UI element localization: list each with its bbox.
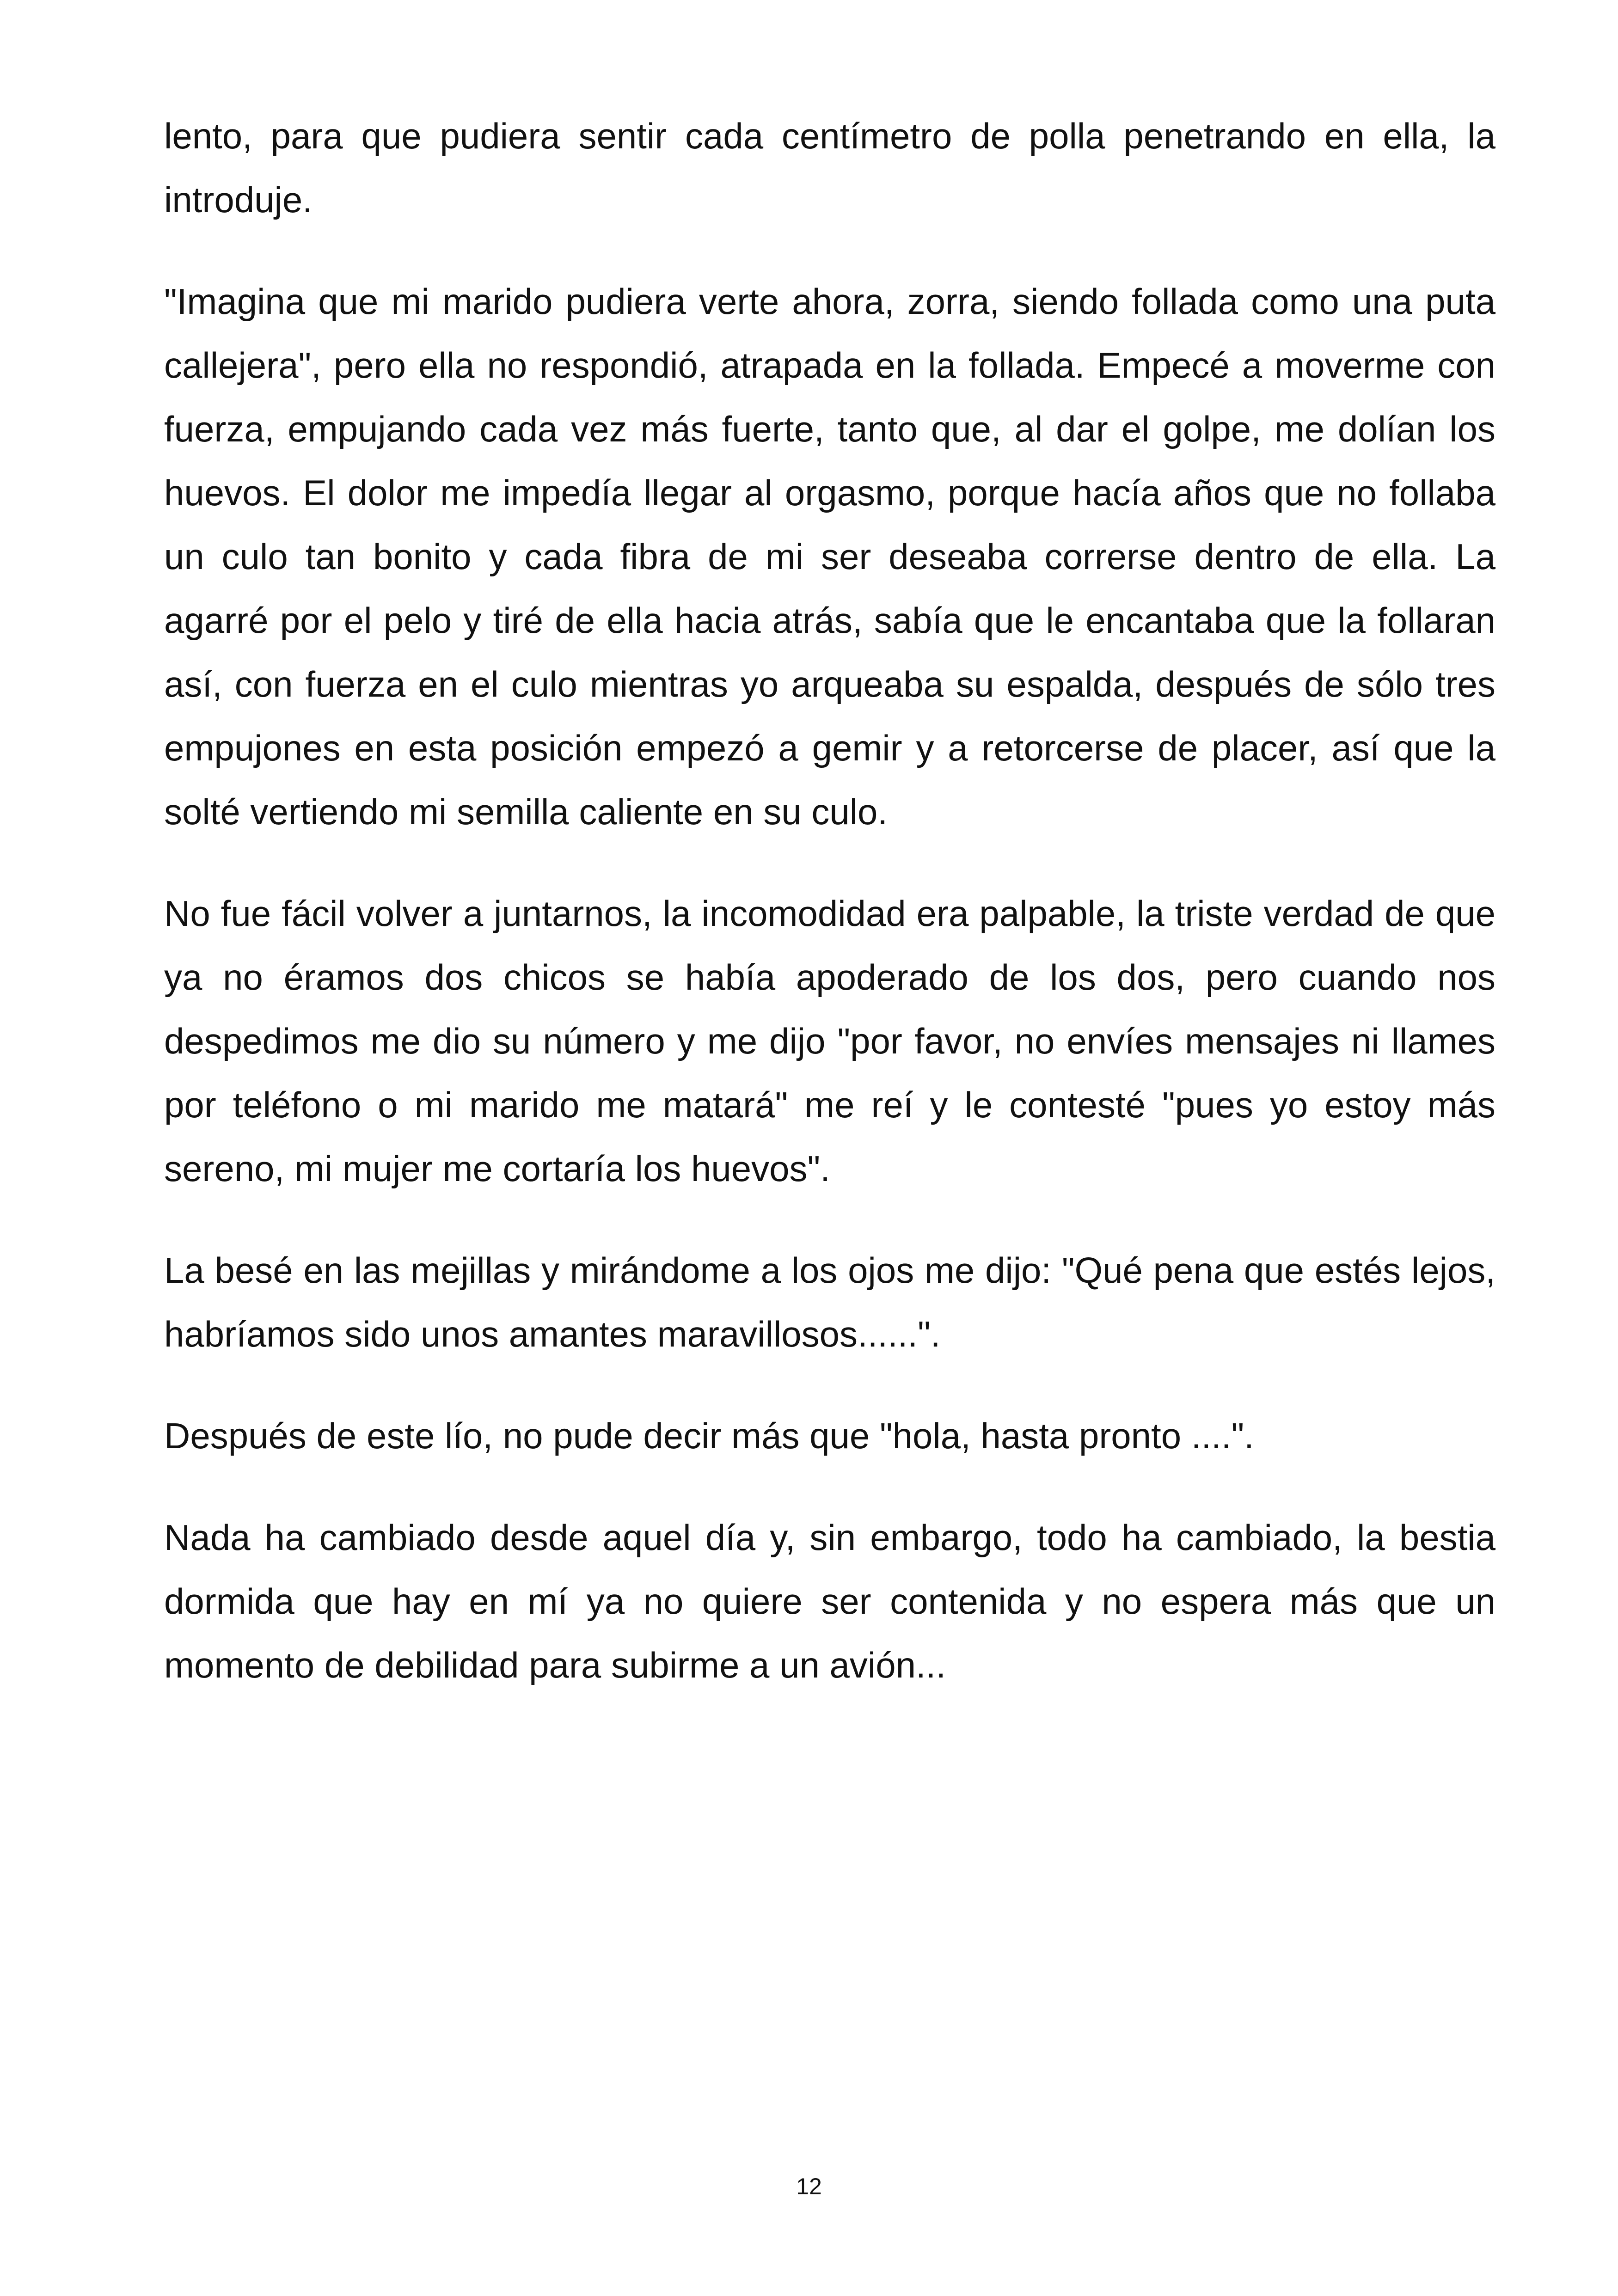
paragraph-2: "Imagina que mi marido pudiera verte ahora, zorra, siendo follada como una puta callejera", pero ella no respondió, atrapada en la follada. Empecé a moverme con fuerza, empujando cada vez más fuerte, tanto que, al dar el golpe, me dolían los huevos. El dolor me impedía llegar al orgasmo, porque hacía años que no follaba un culo tan bonito y cada fibra de mi ser deseaba correrse dentro de ella. La agarré por el pelo y tiré de ella hacia atrás, sabía que le encantaba que la follaran así, con fuerza en el culo mientras yo arqueaba su espalda, después de sólo tres empujones en esta posición empezó a gemir y a retorcerse de placer, así que la solté vertiendo mi semilla caliente en su culo. [164,281,1495,832]
paragraph-3: No fue fácil volver a juntarnos, la incomodidad era palpable, la triste verdad de que ya no éramos dos chicos se había apoderado de los dos, pero cuando nos despedimos me dio su número y me dijo "por favor, no envíes mensajes ni llames por teléfono o mi marido me matará" me reí y le contesté "pues yo estoy más sereno, mi mujer me cortaría los huevos". [164,893,1495,1189]
paragraph-4: La besé en las mejillas y mirándome a los ojos me dijo: "Qué pena que estés lejos, habríamos sido unos amantes maravillosos......". [164,1250,1495,1354]
paragraph-1: lento, para que pudiera sentir cada centímetro de polla penetrando en ella, la introduje. [164,116,1495,220]
paragraph-6: Nada ha cambiado desde aquel día y, sin embargo, todo ha cambiado, la bestia dormida que hay en mí ya no quiere ser contenida y no espera más que un momento de debilidad para subirme a un avión... [164,1517,1495,1685]
paragraph-5: Después de este lío, no pude decir más que "hola, hasta pronto ....". [164,1415,1254,1456]
body-text [164,104,1495,1697]
page-number: 12 [796,2174,822,2199]
